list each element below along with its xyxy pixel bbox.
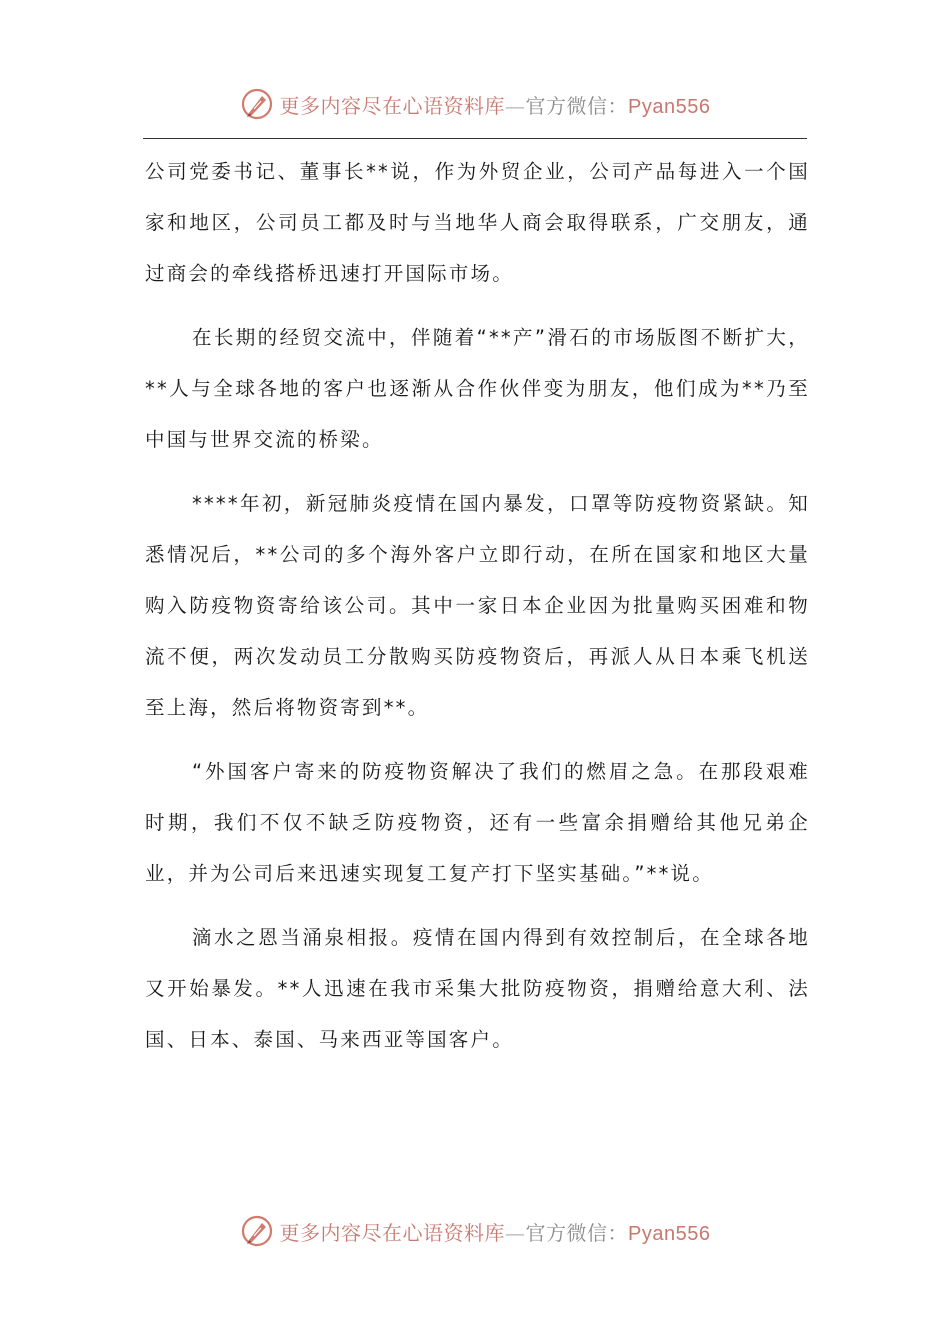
- paragraph-5: 滴水之恩当涌泉相报。疫情在国内得到有效控制后，在全球各地又开始暴发。**人迅速在我市采集大批防疫物资，捐赠给意大利、法国、日本、泰国、马来西亚等国客户。: [145, 926, 810, 1051]
- pen-nib-icon: [240, 1214, 274, 1248]
- footer-dash: —: [505, 1220, 526, 1245]
- paragraph-2: 在长期的经贸交流中，伴随着“**产”滑石的市场版图不断扩大，**人与全球各地的客户也逐渐从合作伙伴变为朋友，他们成为**乃至中国与世界交流的桥梁。: [145, 326, 810, 451]
- header-dash: —: [505, 93, 526, 118]
- article-body: [145, 146, 810, 1078]
- footer-brand: 更多内容尽在心语资料库: [279, 1220, 506, 1245]
- footer-banner: [0, 1211, 950, 1251]
- pen-nib-icon: [240, 87, 274, 121]
- header-divider: [143, 138, 807, 139]
- paragraph-3: ****年初，新冠肺炎疫情在国内暴发，口罩等防疫物资紧缺。知悉情况后，**公司的多个海外客户立即行动，在所在国家和地区大量购入防疫物资寄给该公司。其中一家日本企业因为批量购买困难和物流不便，两次发动员工分散购买防疫物资后，再派人从日本乘飞机送至上海，然后将物资寄到**。: [145, 492, 810, 719]
- footer-text: [280, 1217, 711, 1246]
- header-text: [280, 90, 711, 119]
- footer-wechat-label: 官方微信：: [525, 1220, 629, 1245]
- paragraph-1: 公司党委书记、董事长**说，作为外贸企业，公司产品每进入一个国家和地区，公司员工都及时与当地华人商会取得联系，广交朋友，通过商会的牵线搭桥迅速打开国际市场。: [145, 160, 810, 285]
- footer-wechat-id: Pyan556: [628, 1222, 711, 1245]
- header-wechat-id: Pyan556: [628, 95, 711, 118]
- paragraph-4: “外国客户寄来的防疫物资解决了我们的燃眉之急。在那段艰难时期，我们不仅不缺乏防疫物资，还有一些富余捐赠给其他兄弟企业，并为公司后来迅速实现复工复产打下坚实基础。”**说。: [145, 760, 810, 885]
- header-banner: [0, 84, 950, 124]
- header-brand: 更多内容尽在心语资料库: [279, 93, 506, 118]
- header-wechat-label: 官方微信：: [525, 93, 629, 118]
